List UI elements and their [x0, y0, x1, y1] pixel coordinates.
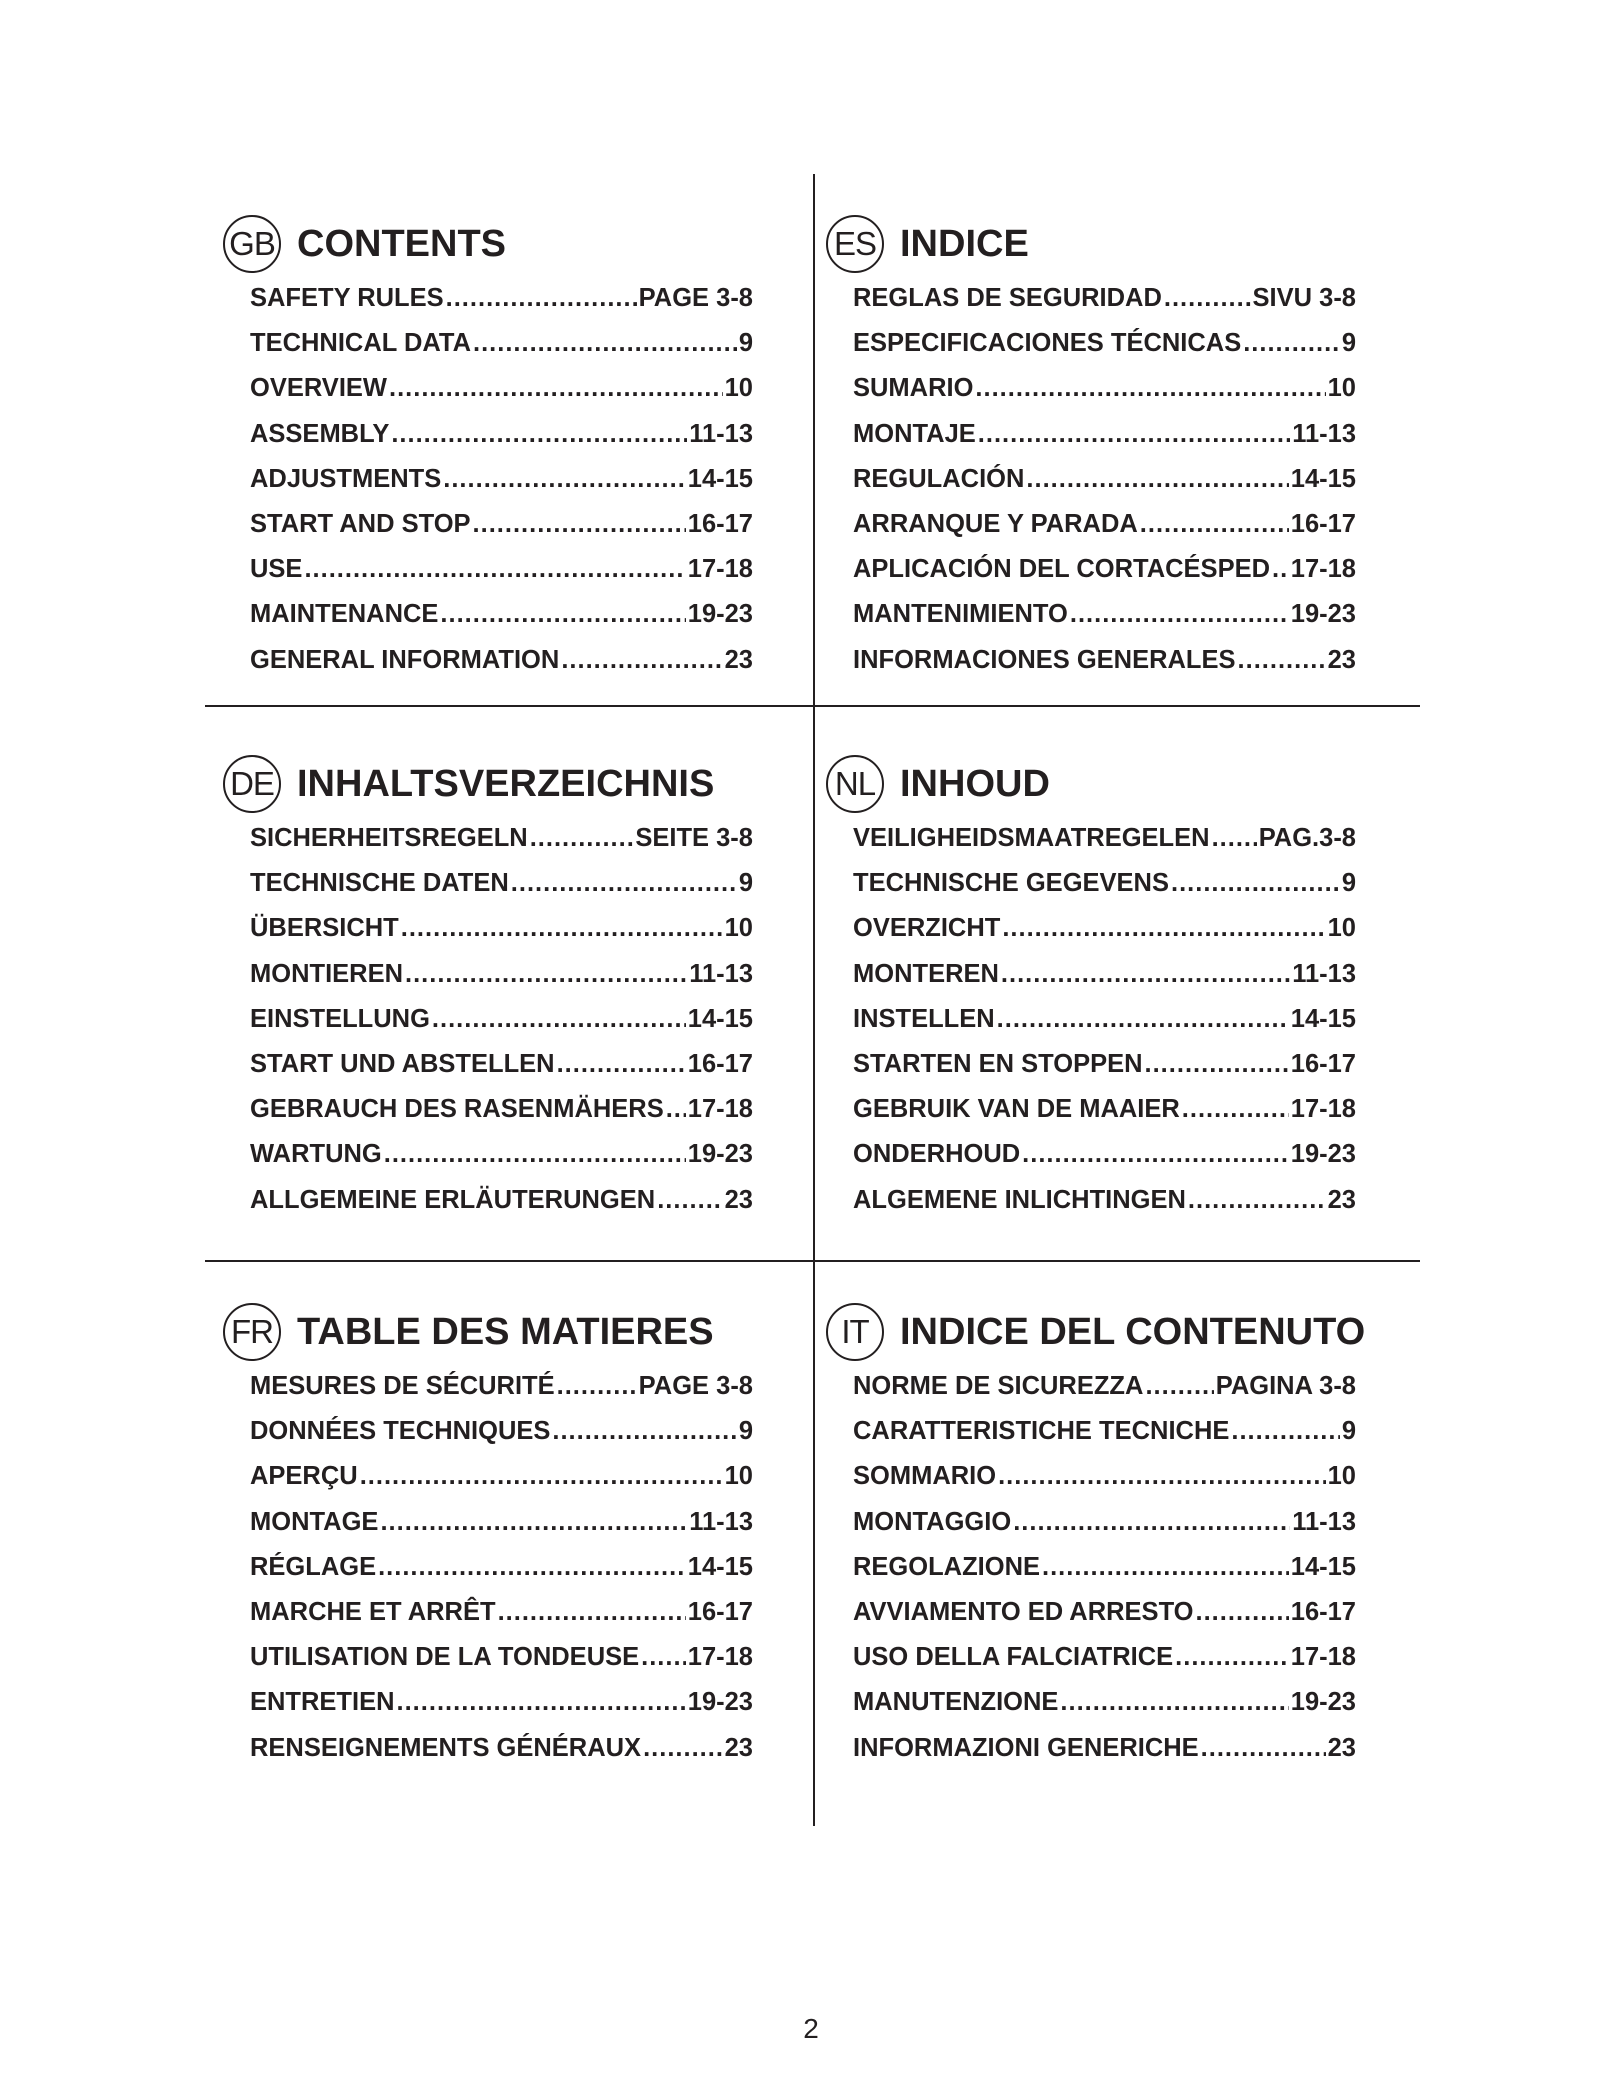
- toc-entry: [250, 1364, 753, 1409]
- toc-entry-label: EINSTELLUNG: [250, 1004, 430, 1033]
- toc-entry: [853, 502, 1356, 547]
- toc-entry-label: ALLGEMEINE ERLÄUTERUNGEN: [250, 1185, 656, 1214]
- toc-entry-label: RENSEIGNEMENTS GÉNÉRAUX: [250, 1733, 642, 1762]
- toc-entry-label: USE: [250, 555, 303, 584]
- toc-entry-label: UTILISATION DE LA TONDEUSE: [250, 1643, 640, 1672]
- toc-entry-page: 16-17: [1290, 510, 1356, 539]
- toc-entry-label: INSTELLEN: [853, 1004, 995, 1033]
- toc-entry-label: GENERAL INFORMATION: [250, 645, 560, 674]
- toc-entry-label: GEBRUIK VAN DE MAAIER: [853, 1095, 1180, 1124]
- toc-entry: [853, 321, 1356, 366]
- dot-leader: [1070, 600, 1289, 629]
- toc-list: [826, 276, 1356, 683]
- dot-leader: [1022, 1140, 1289, 1169]
- toc-entry: [250, 1178, 753, 1223]
- toc-entry-label: START AND STOP: [250, 510, 471, 539]
- toc-entry-page: 14-15: [687, 464, 753, 493]
- dot-leader: [997, 1005, 1289, 1034]
- toc-entry-page: 19-23: [1290, 1688, 1356, 1717]
- toc-entry-page: 9: [1341, 869, 1356, 898]
- page-number: 2: [803, 2013, 819, 2044]
- toc-entry: [250, 502, 753, 547]
- toc-entry-label: SOMMARIO: [853, 1462, 997, 1491]
- toc-entry-page: PAG.3-8: [1258, 824, 1356, 853]
- toc-entry: [853, 1590, 1356, 1635]
- toc-entry-label: MONTAJE: [853, 419, 976, 448]
- toc-entry-page: PAGE 3-8: [638, 1372, 753, 1401]
- dot-leader: [440, 600, 685, 629]
- toc-list: [826, 816, 1356, 1223]
- toc-entry-page: 23: [1327, 1733, 1356, 1762]
- dot-leader: [561, 646, 722, 675]
- toc-entry-label: MAINTENANCE: [250, 600, 439, 629]
- dot-leader: [511, 869, 737, 898]
- toc-entry: [250, 1590, 753, 1635]
- toc-entry-page: 9: [738, 869, 753, 898]
- toc-entry-label: ALGEMENE INLICHTINGEN: [853, 1185, 1186, 1214]
- toc-entry: [853, 1042, 1356, 1087]
- toc-entry-page: 11-13: [1292, 419, 1356, 448]
- dot-leader: [498, 1598, 686, 1627]
- toc-entry-label: ADJUSTMENTS: [250, 464, 442, 493]
- dot-leader: [443, 465, 686, 494]
- toc-entry-page: 19-23: [687, 1140, 753, 1169]
- toc-entry-label: SUMARIO: [853, 374, 974, 403]
- toc-entry: [853, 366, 1356, 411]
- dot-leader: [397, 1688, 686, 1717]
- dot-leader: [1201, 1734, 1326, 1763]
- toc-list: [223, 276, 753, 683]
- section-title: INHOUD: [900, 762, 1050, 805]
- toc-entry-page: 14-15: [1290, 464, 1356, 493]
- toc-entry-page: SEITE 3-8: [635, 824, 753, 853]
- toc-entry: [853, 861, 1356, 906]
- toc-entry-page: 14-15: [687, 1004, 753, 1033]
- dot-leader: [1238, 646, 1326, 675]
- toc-entry-page: 9: [738, 329, 753, 358]
- toc-entry: [250, 412, 753, 457]
- dot-leader: [405, 960, 687, 989]
- dot-leader: [643, 1734, 723, 1763]
- toc-entry: [250, 1635, 753, 1680]
- toc-section-gb: [223, 212, 753, 683]
- dot-leader: [641, 1643, 686, 1672]
- toc-entry-page: 16-17: [687, 510, 753, 539]
- toc-section-de: [223, 752, 753, 1223]
- toc-entry-label: MARCHE ET ARRÊT: [250, 1598, 496, 1627]
- dot-leader: [1001, 960, 1290, 989]
- toc-entry-label: REGULACIÓN: [853, 464, 1025, 493]
- toc-entry: [853, 1545, 1356, 1590]
- toc-entry-label: OVERZICHT: [853, 914, 1001, 943]
- toc-section-it: [826, 1300, 1366, 1771]
- dot-leader: [1212, 824, 1257, 853]
- section-title: INDICE: [900, 222, 1029, 265]
- toc-entry-page: 23: [1327, 1185, 1356, 1214]
- toc-entry-label: TECHNISCHE GEGEVENS: [853, 869, 1169, 898]
- toc-entry-page: 17-18: [1290, 555, 1356, 584]
- dot-leader: [1002, 914, 1325, 943]
- toc-entry: [250, 1132, 753, 1177]
- toc-entry-label: MONTAGE: [250, 1507, 379, 1536]
- dot-leader: [1231, 1417, 1339, 1446]
- toc-entry-page: 17-18: [687, 1643, 753, 1672]
- toc-entry-page: 10: [724, 914, 753, 943]
- toc-section-es: [826, 212, 1356, 683]
- toc-entry-page: 10: [1327, 1462, 1356, 1491]
- dot-leader: [1243, 329, 1340, 358]
- toc-entry-page: 11-13: [1292, 1507, 1356, 1536]
- toc-entry-page: 17-18: [687, 1095, 753, 1124]
- horizontal-divider-2: [205, 1260, 1420, 1262]
- toc-entry: [250, 952, 753, 997]
- toc-entry: [250, 1042, 753, 1087]
- toc-list: [223, 816, 753, 1223]
- dot-leader: [1182, 1095, 1289, 1124]
- toc-entry: [853, 906, 1356, 951]
- dot-leader: [1175, 1643, 1289, 1672]
- toc-entry-page: 11-13: [1292, 959, 1356, 988]
- dot-leader: [975, 374, 1325, 403]
- section-header: [826, 752, 1356, 816]
- toc-entry-label: VEILIGHEIDSMAATREGELEN: [853, 824, 1210, 853]
- horizontal-divider-1: [205, 705, 1420, 707]
- toc-entry-label: USO DELLA FALCIATRICE: [853, 1643, 1174, 1672]
- toc-entry: [853, 816, 1356, 861]
- toc-entry: [853, 1178, 1356, 1223]
- dot-leader: [384, 1140, 686, 1169]
- toc-entry: [853, 1132, 1356, 1177]
- toc-entry-label: DONNÉES TECHNIQUES: [250, 1417, 551, 1446]
- dot-leader: [1013, 1508, 1290, 1537]
- toc-entry-page: 11-13: [689, 1507, 753, 1536]
- toc-entry-page: 14-15: [1290, 1552, 1356, 1581]
- toc-entry: [853, 592, 1356, 637]
- toc-entry-label: SICHERHEITSREGELN: [250, 824, 528, 853]
- toc-entry: [250, 321, 753, 366]
- toc-list: [826, 1364, 1356, 1771]
- section-header: [826, 212, 1356, 276]
- toc-entry-label: ENTRETIEN: [250, 1688, 395, 1717]
- toc-entry-label: APERÇU: [250, 1462, 358, 1491]
- toc-entry-page: 23: [724, 645, 753, 674]
- language-code-badge: IT: [826, 1303, 884, 1361]
- toc-entry-page: 10: [1327, 914, 1356, 943]
- toc-section-nl: [826, 752, 1356, 1223]
- dot-leader: [1026, 465, 1288, 494]
- toc-entry-label: REGLAS DE SEGURIDAD: [853, 284, 1162, 313]
- dot-leader: [473, 329, 737, 358]
- toc-entry-label: START UND ABSTELLEN: [250, 1050, 555, 1079]
- toc-entry: [853, 412, 1356, 457]
- toc-entry-label: GEBRAUCH DES RASENMÄHERS: [250, 1095, 664, 1124]
- toc-entry: [250, 366, 753, 411]
- toc-entry-label: APLICACIÓN DEL CORTACÉSPED: [853, 555, 1271, 584]
- dot-leader: [1145, 1050, 1289, 1079]
- toc-entry-label: ESPECIFICACIONES TÉCNICAS: [853, 329, 1242, 358]
- toc-entry-page: 11-13: [689, 419, 753, 448]
- toc-entry-page: 17-18: [687, 555, 753, 584]
- toc-entry-page: 19-23: [687, 600, 753, 629]
- toc-entry: [853, 1680, 1356, 1725]
- toc-entry: [853, 997, 1356, 1042]
- toc-entry-label: ÜBERSICHT: [250, 914, 399, 943]
- toc-entry-label: MONTAGGIO: [853, 1507, 1012, 1536]
- dot-leader: [380, 1508, 687, 1537]
- toc-entry-page: 16-17: [1290, 1050, 1356, 1079]
- toc-entry-page: PAGE 3-8: [638, 284, 753, 313]
- dot-leader: [1060, 1688, 1288, 1717]
- toc-entry-label: MESURES DE SÉCURITÉ: [250, 1372, 555, 1401]
- section-title: INHALTSVERZEICHNIS: [297, 762, 715, 805]
- section-title: INDICE DEL CONTENUTO: [900, 1310, 1366, 1353]
- toc-entry-label: SAFETY RULES: [250, 284, 444, 313]
- dot-leader: [378, 1553, 686, 1582]
- toc-entry-page: SIVU 3-8: [1252, 284, 1356, 313]
- toc-entry: [250, 638, 753, 683]
- section-header: [223, 1300, 753, 1364]
- toc-entry: [853, 1409, 1356, 1454]
- toc-entry: [853, 457, 1356, 502]
- dot-leader: [1188, 1186, 1326, 1215]
- toc-entry-label: WARTUNG: [250, 1140, 382, 1169]
- toc-entry-label: CARATTERISTICHE TECNICHE: [853, 1417, 1230, 1446]
- toc-entry: [250, 1500, 753, 1545]
- toc-entry-label: TECHNICAL DATA: [250, 329, 471, 358]
- dot-leader: [557, 1050, 686, 1079]
- toc-entry-page: 10: [1327, 374, 1356, 403]
- toc-entry: [853, 1726, 1356, 1771]
- toc-entry: [250, 1454, 753, 1499]
- toc-entry-page: 17-18: [1290, 1643, 1356, 1672]
- toc-entry-label: NORME DE SICUREZZA: [853, 1372, 1144, 1401]
- language-code-badge: FR: [223, 1303, 281, 1361]
- toc-entry: [250, 1680, 753, 1725]
- toc-entry-page: 14-15: [687, 1552, 753, 1581]
- toc-entry-page: 11-13: [689, 959, 753, 988]
- dot-leader: [473, 510, 686, 539]
- toc-entry-label: REGOLAZIONE: [853, 1552, 1041, 1581]
- dot-leader: [304, 555, 685, 584]
- toc-entry: [250, 861, 753, 906]
- toc-entry-page: 23: [724, 1733, 753, 1762]
- dot-leader: [530, 824, 634, 853]
- dot-leader: [1164, 284, 1251, 313]
- toc-entry-label: MANTENIMIENTO: [853, 600, 1068, 629]
- dot-leader: [1140, 510, 1289, 539]
- dot-leader: [1145, 1372, 1213, 1401]
- toc-entry: [853, 638, 1356, 683]
- toc-entry-label: INFORMACIONES GENERALES: [853, 645, 1236, 674]
- toc-entry-page: 19-23: [687, 1688, 753, 1717]
- toc-entry-page: 19-23: [1290, 600, 1356, 629]
- toc-section-fr: [223, 1300, 753, 1771]
- toc-entry-page: 17-18: [1290, 1095, 1356, 1124]
- toc-entry-page: 10: [724, 374, 753, 403]
- toc-entry-label: MONTIEREN: [250, 959, 403, 988]
- toc-entry: [853, 1364, 1356, 1409]
- language-code-badge: NL: [826, 755, 884, 813]
- toc-entry: [250, 1409, 753, 1454]
- toc-entry-label: STARTEN EN STOPPEN: [853, 1050, 1143, 1079]
- toc-entry-label: MANUTENZIONE: [853, 1688, 1059, 1717]
- dot-leader: [391, 420, 687, 449]
- toc-entry: [250, 1545, 753, 1590]
- section-title: CONTENTS: [297, 222, 506, 265]
- dot-leader: [401, 914, 723, 943]
- section-title: TABLE DES MATIERES: [297, 1310, 714, 1353]
- dot-leader: [557, 1372, 637, 1401]
- toc-entry-page: 16-17: [687, 1050, 753, 1079]
- toc-entry-page: 10: [724, 1462, 753, 1491]
- toc-entry: [853, 1087, 1356, 1132]
- toc-entry-label: ARRANQUE Y PARADA: [853, 510, 1138, 539]
- toc-entry-page: 9: [738, 1417, 753, 1446]
- toc-entry-page: 19-23: [1290, 1140, 1356, 1169]
- toc-entry-page: 23: [1327, 645, 1356, 674]
- toc-entry-label: TECHNISCHE DATEN: [250, 869, 509, 898]
- toc-entry: [250, 276, 753, 321]
- section-header: [826, 1300, 1366, 1364]
- toc-entry-page: 16-17: [687, 1598, 753, 1627]
- toc-entry: [250, 997, 753, 1042]
- toc-entry: [250, 906, 753, 951]
- dot-leader: [657, 1186, 722, 1215]
- toc-entry: [250, 1726, 753, 1771]
- language-code-badge: DE: [223, 755, 281, 813]
- toc-entry-label: ONDERHOUD: [853, 1140, 1021, 1169]
- toc-entry: [250, 816, 753, 861]
- dot-leader: [1196, 1598, 1289, 1627]
- dot-leader: [432, 1005, 686, 1034]
- dot-leader: [1272, 555, 1289, 584]
- toc-entry: [853, 952, 1356, 997]
- language-code-badge: ES: [826, 215, 884, 273]
- toc-entry: [250, 547, 753, 592]
- dot-leader: [1042, 1553, 1289, 1582]
- toc-entry: [250, 592, 753, 637]
- language-code-badge: GB: [223, 215, 281, 273]
- dot-leader: [978, 420, 1290, 449]
- vertical-divider: [813, 174, 815, 1826]
- toc-entry: [853, 1454, 1356, 1499]
- toc-entry-page: 16-17: [1290, 1598, 1356, 1627]
- dot-leader: [666, 1095, 686, 1124]
- toc-list: [223, 1364, 753, 1771]
- toc-entry-page: 14-15: [1290, 1004, 1356, 1033]
- toc-entry-page: 9: [1341, 329, 1356, 358]
- dot-leader: [360, 1462, 723, 1491]
- dot-leader: [389, 374, 723, 403]
- toc-entry-page: PAGINA 3-8: [1215, 1372, 1356, 1401]
- toc-entry: [250, 457, 753, 502]
- toc-entry: [853, 276, 1356, 321]
- dot-leader: [1171, 869, 1340, 898]
- toc-entry-page: 23: [724, 1185, 753, 1214]
- toc-entry-label: ASSEMBLY: [250, 419, 390, 448]
- toc-entry-label: RÉGLAGE: [250, 1552, 377, 1581]
- toc-entry-page: 9: [1341, 1417, 1356, 1446]
- toc-entry: [853, 1500, 1356, 1545]
- toc-entry-label: OVERVIEW: [250, 374, 387, 403]
- toc-entry: [853, 1635, 1356, 1680]
- toc-entry-label: MONTEREN: [853, 959, 999, 988]
- toc-entry-label: AVVIAMENTO ED ARRESTO: [853, 1598, 1194, 1627]
- section-header: [223, 752, 753, 816]
- dot-leader: [998, 1462, 1326, 1491]
- dot-leader: [552, 1417, 736, 1446]
- toc-entry-label: INFORMAZIONI GENERICHE: [853, 1733, 1199, 1762]
- section-header: [223, 212, 753, 276]
- toc-entry: [250, 1087, 753, 1132]
- dot-leader: [446, 284, 637, 313]
- toc-entry: [853, 547, 1356, 592]
